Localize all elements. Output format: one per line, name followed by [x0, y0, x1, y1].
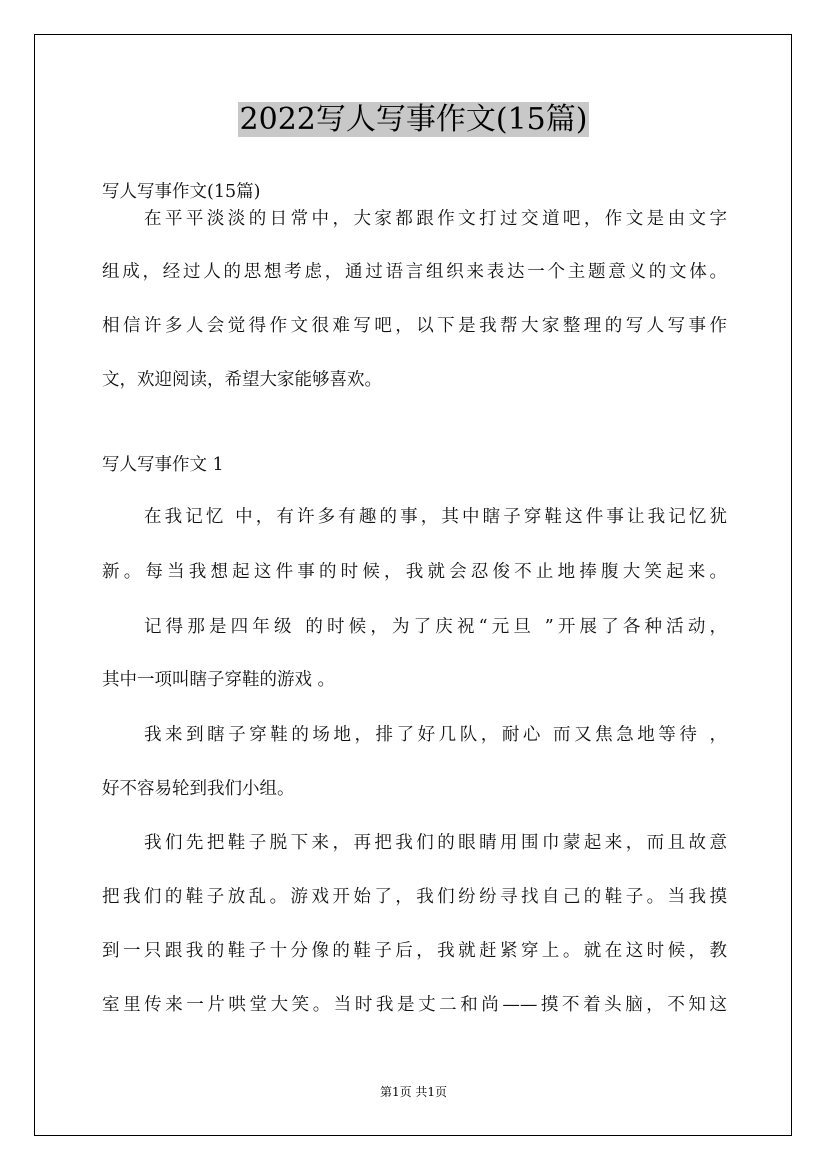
- paragraph-line: 在我记忆 中，有许多有趣的事，其中瞎子穿鞋这件事让我记忆犹: [144, 507, 727, 527]
- paragraph-line: 其中一项叫瞎子穿鞋的游戏 。: [102, 670, 336, 690]
- paragraph-line: 组成，经过人的思想考虑，通过语言组织来表达一个主题意义的文体。: [102, 262, 727, 282]
- paragraph-line: 新。每当我想起这件事的时候，我就会忍俊不止地捧腹大笑起来。: [102, 562, 727, 582]
- subtitle: 写人写事作文(15篇): [102, 182, 261, 202]
- paragraph-line: 在平平淡淡的日常中，大家都跟作文打过交道吧，作文是由文字: [144, 209, 727, 229]
- page-number-footer: 第1页 共1页: [379, 1085, 448, 1099]
- paragraph-line: 我们先把鞋子脱下来，再把我们的眼睛用围巾蒙起来，而且故意: [144, 833, 727, 853]
- paragraph-line: 到一只跟我的鞋子十分像的鞋子后，我就赶紧穿上。就在这时候，教: [102, 941, 727, 961]
- paragraph-line: 相信许多人会觉得作文很难写吧，以下是我帮大家整理的写人写事作: [102, 316, 727, 336]
- paragraph-line: 我来到瞎子穿鞋的场地，排了好几队，耐心 而又焦急地等待 ，: [144, 725, 727, 745]
- paragraph-line: 室里传来一片哄堂大笑。当时我是丈二和尚——摸不着头脑，不知这: [102, 995, 727, 1015]
- paragraph-line: 文，欢迎阅读，希望大家能够喜欢。: [102, 370, 382, 390]
- section-heading: 写人写事作文 1: [102, 455, 224, 475]
- paragraph-line: 记得那是四年级 的时候，为了庆祝“元旦 ”开展了各种活动，: [144, 617, 727, 637]
- paragraph-line: 把我们的鞋子放乱。游戏开始了，我们纷纷寻找自己的鞋子。当我摸: [102, 887, 727, 907]
- paragraph-line: 好不容易轮到我们小组。: [102, 779, 295, 799]
- document-title: 2022写人写事作文(15篇): [239, 102, 588, 137]
